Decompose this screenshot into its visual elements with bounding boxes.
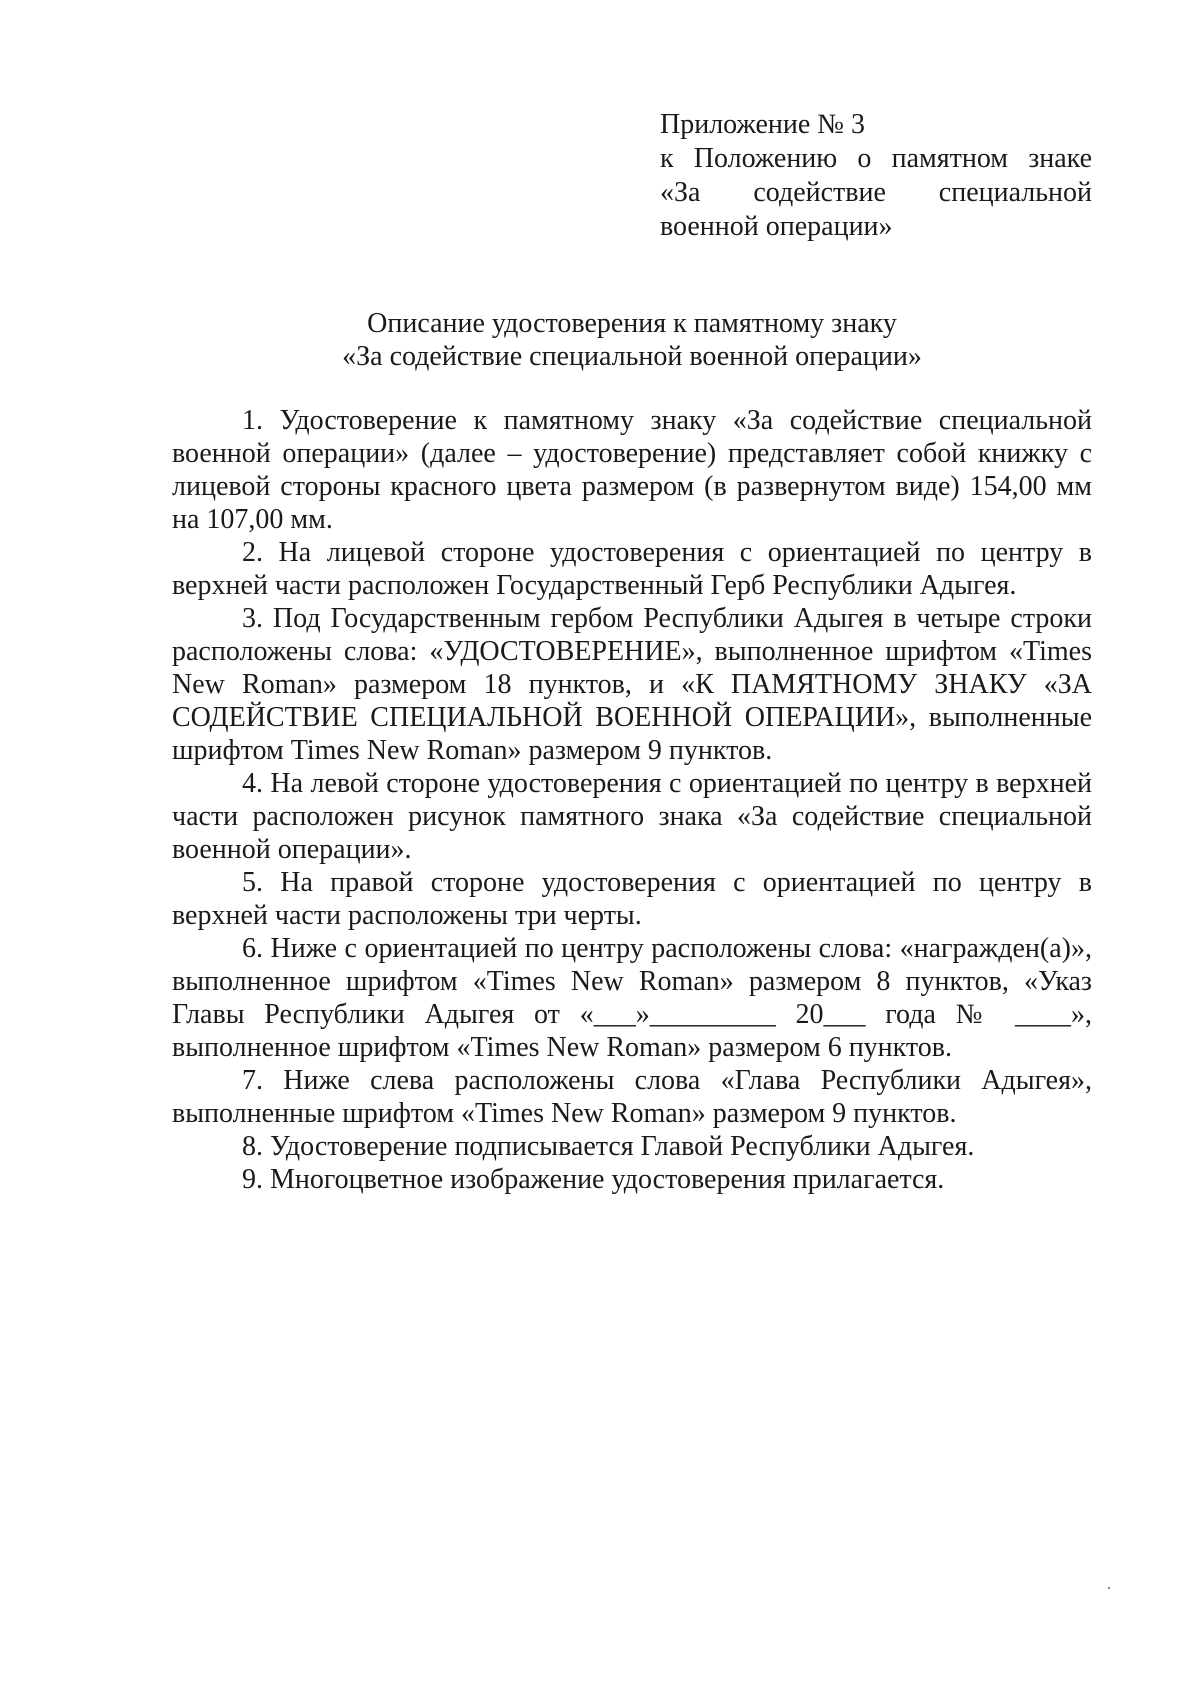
paragraph-7: 7. Ниже слева расположены слова «Глава Республики Адыгея», выполненные шрифтом «Times New Roman» размером 9 пунктов. [172,1065,1092,1129]
appendix-reference-line: военной операции» [660,211,893,242]
paragraph-3: 3. Под Государственным гербом Республики Адыгея в четыре строки расположены слова: «УДОСТОВЕРЕНИЕ», выполненное шрифтом «Times New Roman» размером 18 пунктов, и «К ПАМЯТНОМУ ЗНАКУ «ЗА СОДЕЙСТВИЕ СПЕЦИАЛЬНОЙ ВОЕННОЙ ОПЕРАЦИИ», выполненные шрифтом Times New Roman» размером 9 пунктов. [172,603,1092,766]
paragraph-6: 6. Ниже с ориентацией по центру расположены слова: «награжден(а)», выполненное шрифтом «Times New Roman» размером 8 пунктов, «Указ Главы Республики Адыгея от «___»_________ 20___ года № ____», выполненное шрифтом «Times New Roman» размером 6 пунктов. [172,933,1092,1063]
appendix-reference-line: к Положению о памятном знаке [660,143,1092,174]
document-title-line: «За содействие специальной военной операции» [342,341,922,372]
appendix-header [660,108,1092,244]
scan-speck [1108,1587,1110,1589]
document-title-line: Описание удостоверения к памятному знаку [367,308,897,339]
paragraph-5: 5. На правой стороне удостоверения с ориентацией по центру в верхней части расположены три черты. [172,867,1092,931]
appendix-reference-line: «За содействие специальной [660,177,1092,208]
paragraph-9: 9. Многоцветное изображение удостоверения прилагается. [242,1164,945,1195]
appendix-number: Приложение № 3 [660,109,865,140]
paragraph-4: 4. На левой стороне удостоверения с ориентацией по центру в верхней части расположен рисунок памятного знака «За содействие специальной военной операции». [172,768,1092,865]
document-title [172,307,1092,373]
paragraph-2: 2. На лицевой стороне удостоверения с ориентацией по центру в верхней части расположен Государственный Герб Республики Адыгея. [172,537,1092,601]
paragraph-8: 8. Удостоверение подписывается Главой Республики Адыгея. [242,1131,975,1162]
paragraph-1: 1. Удостоверение к памятному знаку «За содействие специальной военной операции» (далее – удостоверение) представляет собой книжку с лицевой стороны красного цвета размером (в развернутом виде) 154,00 мм на 107,00 мм. [172,405,1092,535]
document-body [172,404,1092,1196]
